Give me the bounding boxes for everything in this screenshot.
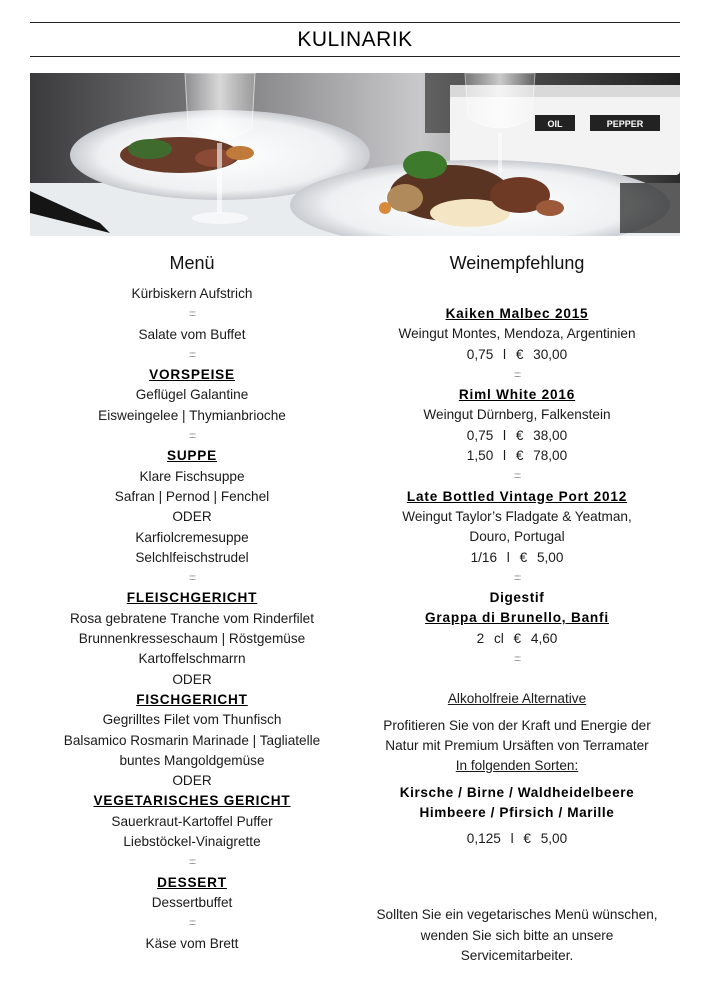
wine-underlined-line: In folgenden Sorten:: [455, 758, 579, 774]
menu-item: Klare Fischsuppe: [139, 468, 245, 484]
menu-section-heading: FLEISCHGERICHT: [126, 590, 258, 606]
price-line: 2 cl € 4,60: [476, 630, 558, 646]
menu-item: Kartoffelschmarrn: [138, 651, 246, 667]
spacer: [354, 849, 680, 905]
wine-title: Weinempfehlung: [449, 253, 585, 273]
wine-list: [354, 284, 680, 966]
price-line: 0,75 l € 38,00: [466, 427, 568, 443]
pepper-label: PEPPER: [606, 119, 644, 129]
menu-item: Selchlfeischstrudel: [135, 549, 249, 565]
wine-item: Sollten Sie ein vegetarisches Menü wünschen,: [376, 907, 658, 923]
menu-item: Dessertbuffet: [151, 894, 233, 910]
wine-item: Weingut Montes, Mendoza, Argentinien: [398, 326, 636, 342]
wine-section-heading: Late Bottled Vintage Port 2012: [406, 488, 628, 504]
spacer: [354, 669, 680, 689]
wine-bold-line: Digestif: [489, 590, 545, 606]
header-photo: [30, 73, 680, 236]
menu-item: Karfiolcremesuppe: [135, 529, 249, 545]
menu-item: Balsamico Rosmarin Marinade | Tagliatelle: [63, 732, 321, 748]
menu-item: Kürbiskern Aufstrich: [131, 286, 253, 301]
menu-item: Käse vom Brett: [145, 935, 239, 951]
menu-item: ODER: [172, 509, 212, 525]
menu-section-heading: SUPPE: [166, 448, 218, 464]
menu-item: Safran | Pernod | Fenchel: [114, 488, 270, 504]
separator: :::::: [188, 573, 196, 583]
separator: :::::: [188, 309, 196, 319]
separator: :::::: [513, 572, 521, 582]
separator: :::::: [188, 431, 196, 441]
wine-item: Servicemitarbeiter.: [460, 948, 574, 964]
separator: :::::: [513, 654, 521, 664]
separator: :::::: [188, 918, 196, 928]
menu-item: ODER: [172, 671, 212, 687]
wine-section-heading: Riml White 2016: [458, 387, 576, 403]
wine-item: Profitieren Sie von der Kraft und Energie der: [383, 717, 651, 733]
wine-bold-line: Kirsche / Birne / Waldheidelbeere: [399, 784, 635, 800]
menu-item: Salate vom Buffet: [138, 326, 246, 342]
separator: :::::: [513, 471, 521, 481]
page-header: [30, 22, 680, 57]
wine-bold-line: Himbeere / Pfirsich / Marille: [419, 804, 615, 820]
menu-section-heading: VEGETARISCHES GERICHT: [93, 793, 291, 809]
wine-underlined-line: Alkoholfreie Alternative: [447, 691, 587, 707]
wine-column: [354, 248, 680, 966]
menu-item: ODER: [172, 773, 212, 789]
menu-item: Rosa gebratene Tranche vom Rinderfilet: [69, 610, 315, 626]
price-line: 1/16 l € 5,00: [470, 549, 564, 565]
menu-section-heading: DESSERT: [157, 874, 227, 890]
wine-item: wenden Sie sich bitte an unsere: [420, 927, 614, 943]
menu-item: Gegrilltes Filet vom Thunfisch: [102, 712, 282, 728]
price-line: 0,125 l € 5,00: [466, 831, 568, 847]
menu-title: Menü: [169, 253, 215, 273]
wine-item: Douro, Portugal: [469, 529, 565, 545]
price-line: 1,50 l € 78,00: [466, 448, 568, 464]
separator: :::::: [188, 349, 196, 359]
price-line: 0,75 l € 30,00: [466, 346, 568, 362]
page-title: KULINARIK: [297, 28, 413, 51]
menu-item: Liebstöckel-Vinaigrette: [123, 834, 261, 850]
menu-item: buntes Mangoldgemüse: [119, 752, 265, 768]
menu-item: Sauerkraut-Kartoffel Puffer: [111, 813, 273, 829]
menu-item: Geflügel Galantine: [135, 387, 249, 403]
menu-section-heading: VORSPEISE: [149, 367, 235, 383]
menu-item: Brunnenkresseschaum | Röstgemüse: [78, 631, 306, 647]
menu-item: Eisweingelee | Thymianbrioche: [98, 407, 286, 423]
wine-section-heading: Grappa di Brunello, Banfi: [425, 610, 609, 626]
spacer: [354, 284, 680, 304]
oil-label: OIL: [547, 119, 563, 129]
menu-list: [30, 284, 354, 954]
wine-item: Weingut Taylor’s Fladgate & Yeatman,: [402, 508, 632, 524]
food-photo: [30, 73, 680, 236]
separator: :::::: [188, 857, 196, 867]
wine-item: Weingut Dürnberg, Falkenstein: [423, 407, 611, 423]
wine-item: Natur mit Premium Ursäften von Terramater: [385, 737, 649, 753]
wine-section-heading: Kaiken Malbec 2015: [445, 306, 589, 321]
menu-column: [30, 248, 354, 954]
separator: :::::: [513, 369, 521, 379]
menu-section-heading: FISCHGERICHT: [136, 691, 248, 707]
